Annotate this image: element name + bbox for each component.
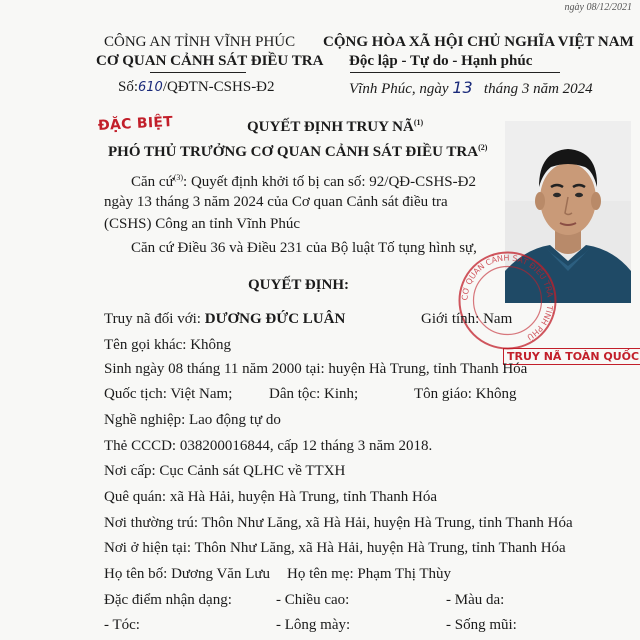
decision-heading: QUYẾT ĐỊNH:: [248, 277, 349, 293]
occupation-field: Nghề nghiệp: Lao động tự do: [104, 412, 281, 428]
basis-prefix: Căn cứ: [131, 174, 174, 190]
nationality-field: Quốc tịch: Việt Nam;: [104, 386, 233, 402]
decision-title-sup: (1): [413, 118, 424, 127]
secret-stamp: ĐẶC BIỆT: [97, 114, 174, 134]
wanted-name: DƯƠNG ĐỨC LUÂN: [204, 311, 346, 327]
official-seal: [455, 248, 560, 353]
birth-field: Sinh ngày 08 tháng 11 năm 2000 tại: huyện Hà Trung, tỉnh Thanh Hóa: [104, 361, 528, 377]
agency-line1: CÔNG AN TỈNH VĨNH PHÚC: [104, 34, 296, 50]
wanted-line: [104, 311, 345, 328]
decision-subtitle-text: PHÓ THỦ TRƯỞNG CƠ QUAN CẢNH SÁT ĐIỀU TRA: [108, 144, 479, 160]
issue-date: [349, 78, 593, 98]
father-field: Họ tên bố: Dương Văn Lưu: [104, 566, 270, 582]
mother-field: Họ tên mẹ: Phạm Thị Thùy: [287, 566, 452, 582]
number-prefix: Số:: [118, 79, 139, 95]
height-field: - Chiều cao:: [276, 592, 350, 608]
basis-sup: (3): [173, 173, 184, 182]
permanent-residence-field: Nơi thường trú: Thôn Như Lăng, xã Hà Hải, huyện Hà Trung, tỉnh Thanh Hóa: [104, 515, 573, 531]
seal-text: CƠ QUAN CẢNH SÁT ĐIỀU TRA · TỈNH PHÚ: [460, 253, 555, 342]
republic-title: CỘNG HÒA XÃ HỘI CHỦ NGHĨA VIỆT NAM: [323, 34, 634, 50]
header-underline-right: [350, 72, 560, 73]
date-suffix: tháng 3 năm 2024: [483, 81, 593, 97]
agency-line2: CƠ QUAN CẢNH SÁT ĐIỀU TRA: [96, 53, 324, 69]
religion-field: Tôn giáo: Không: [414, 386, 517, 402]
basis-line3: (CSHS) Công an tỉnh Vĩnh Phúc: [104, 216, 300, 232]
eyebrows-field: - Lông mày:: [276, 617, 351, 633]
hometown-field: Quê quán: xã Hà Hải, huyện Hà Trung, tỉnh Thanh Hóa: [104, 489, 438, 505]
current-residence-field: Nơi ở hiện tại: Thôn Như Lăng, xã Hà Hải, huyện Hà Trung, tỉnh Thanh Hóa: [104, 540, 566, 556]
gender-field: Giới tính: Nam: [421, 311, 513, 327]
hair-field: - Tóc:: [104, 617, 140, 633]
basis-paragraph2: Căn cứ Điều 36 và Điều 231 của Bộ luật Tố tụng hình sự,: [131, 240, 477, 256]
skin-color-field: - Màu da:: [446, 592, 505, 608]
wanted-nationwide-stamp: TRUY NÃ TOÀN QUỐC: [503, 348, 640, 365]
decision-subtitle: [108, 143, 487, 161]
date-handwritten: 13: [452, 78, 473, 97]
issued-by-field: Nơi cấp: Cục Cảnh sát QLHC về TTXH: [104, 463, 346, 479]
basis-line1-text: : Quyết định khởi tố bị can số: 92/QĐ-CSHS-Đ2: [183, 174, 476, 190]
id-card-field: Thẻ CCCD: 038200016844, cấp 12 tháng 3 năm 2018.: [104, 438, 433, 454]
header-underline-left: [150, 72, 246, 73]
republic-motto: Độc lập - Tự do - Hạnh phúc: [349, 53, 533, 69]
number-handwritten: 610: [138, 80, 163, 95]
number-suffix: /QĐTN-CSHS-Đ2: [162, 79, 275, 95]
basis-line1: [131, 173, 476, 191]
corner-date: ngày 08/12/2021: [564, 2, 632, 13]
alias-field: Tên gọi khác: Không: [104, 337, 232, 353]
decision-title-text: QUYẾT ĐỊNH TRUY NÃ: [247, 119, 414, 135]
date-prefix: Vĩnh Phúc, ngày: [349, 81, 449, 97]
decision-title: [247, 118, 423, 136]
ethnicity-field: Dân tộc: Kinh;: [269, 386, 359, 402]
nose-bridge-field: - Sống mũi:: [446, 617, 517, 633]
wanted-label: Truy nã đối với:: [104, 311, 201, 327]
decision-subtitle-sup: (2): [478, 143, 488, 152]
features-label: Đặc điểm nhận dạng:: [104, 592, 232, 608]
basis-line2: ngày 13 tháng 3 năm 2024 của Cơ quan Cảnh sát điều tra: [104, 194, 448, 210]
document-number: [118, 79, 275, 96]
